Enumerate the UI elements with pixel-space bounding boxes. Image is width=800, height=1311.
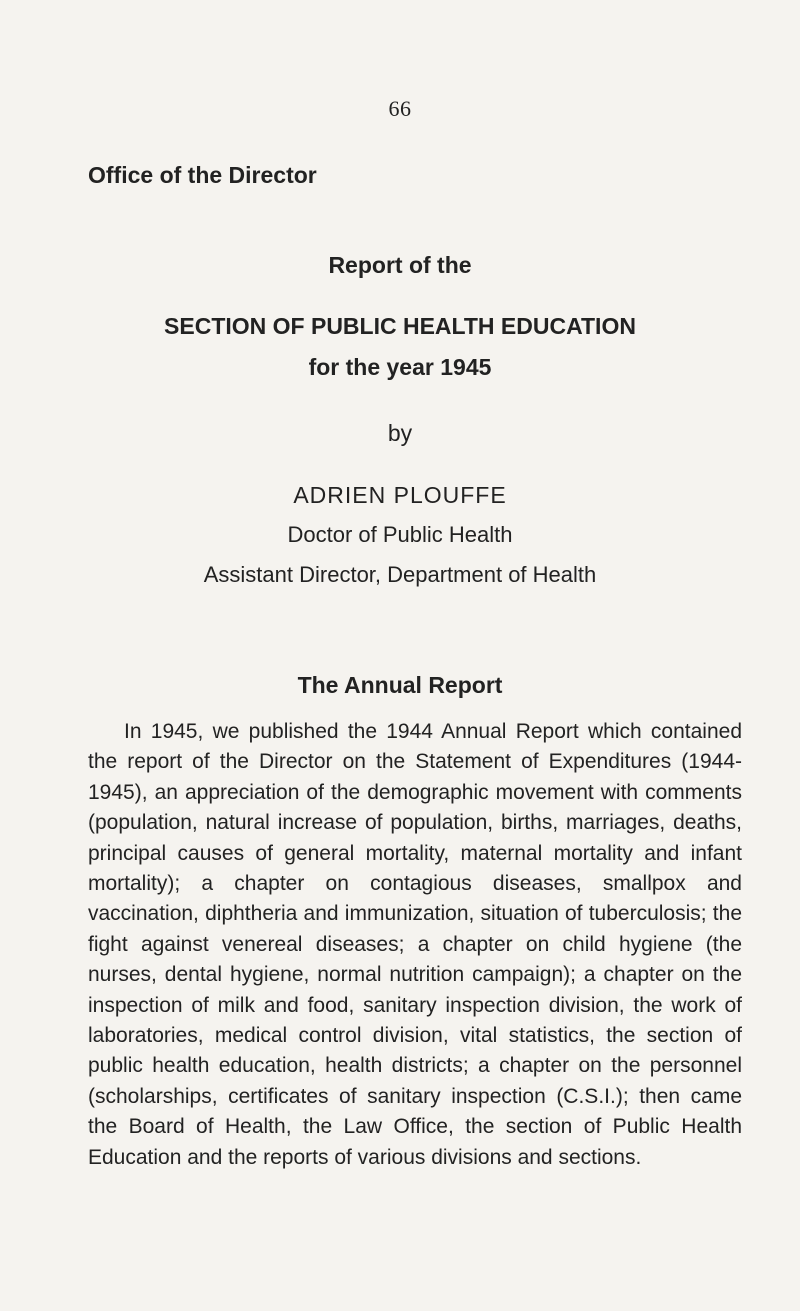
author-degree: Doctor of Public Health — [287, 522, 513, 547]
office-heading: Office of the Director — [88, 162, 317, 188]
author-title: Assistant Director, Department of Health — [203, 562, 597, 587]
report-of-line: Report of the — [328, 252, 472, 278]
page-number: 66 — [388, 96, 412, 121]
annual-report-paragraph: In 1945, we published the 1944 Annual Report which contained the report of the Director on the Statement of Expenditures (1944-1945), an appreciation of the demographic movement with comments (population, natural increase of population, births, marriages, deaths, principal causes of general mortality, maternal mortality and infant mortality); a chapter on contagious diseases, smallpox and vaccination, diphtheria and immunization, situation of tuberculosis; the fight against venereal diseases; a chapter on child hygiene (the nurses, dental hygiene, normal nutrition campaign); a chapter on the inspection of milk and food, sanitary inspection division, the work of laboratories, medical control division, vital statistics, the section of public health education, health districts; a chapter on the personnel (scholarships, certificates of sanitary inspection (C.S.I.); then came the Board of Health, the Law Office, the section of Public Health Education and the reports of various divisions and sections. — [88, 720, 742, 1169]
annual-report-heading: The Annual Report — [297, 672, 503, 698]
by-line: by — [387, 420, 413, 446]
author-name: ADRIEN PLOUFFE — [293, 482, 507, 508]
section-title: SECTION OF PUBLIC HEALTH EDUCATION — [164, 313, 636, 339]
report-year-line: for the year 1945 — [308, 354, 492, 380]
